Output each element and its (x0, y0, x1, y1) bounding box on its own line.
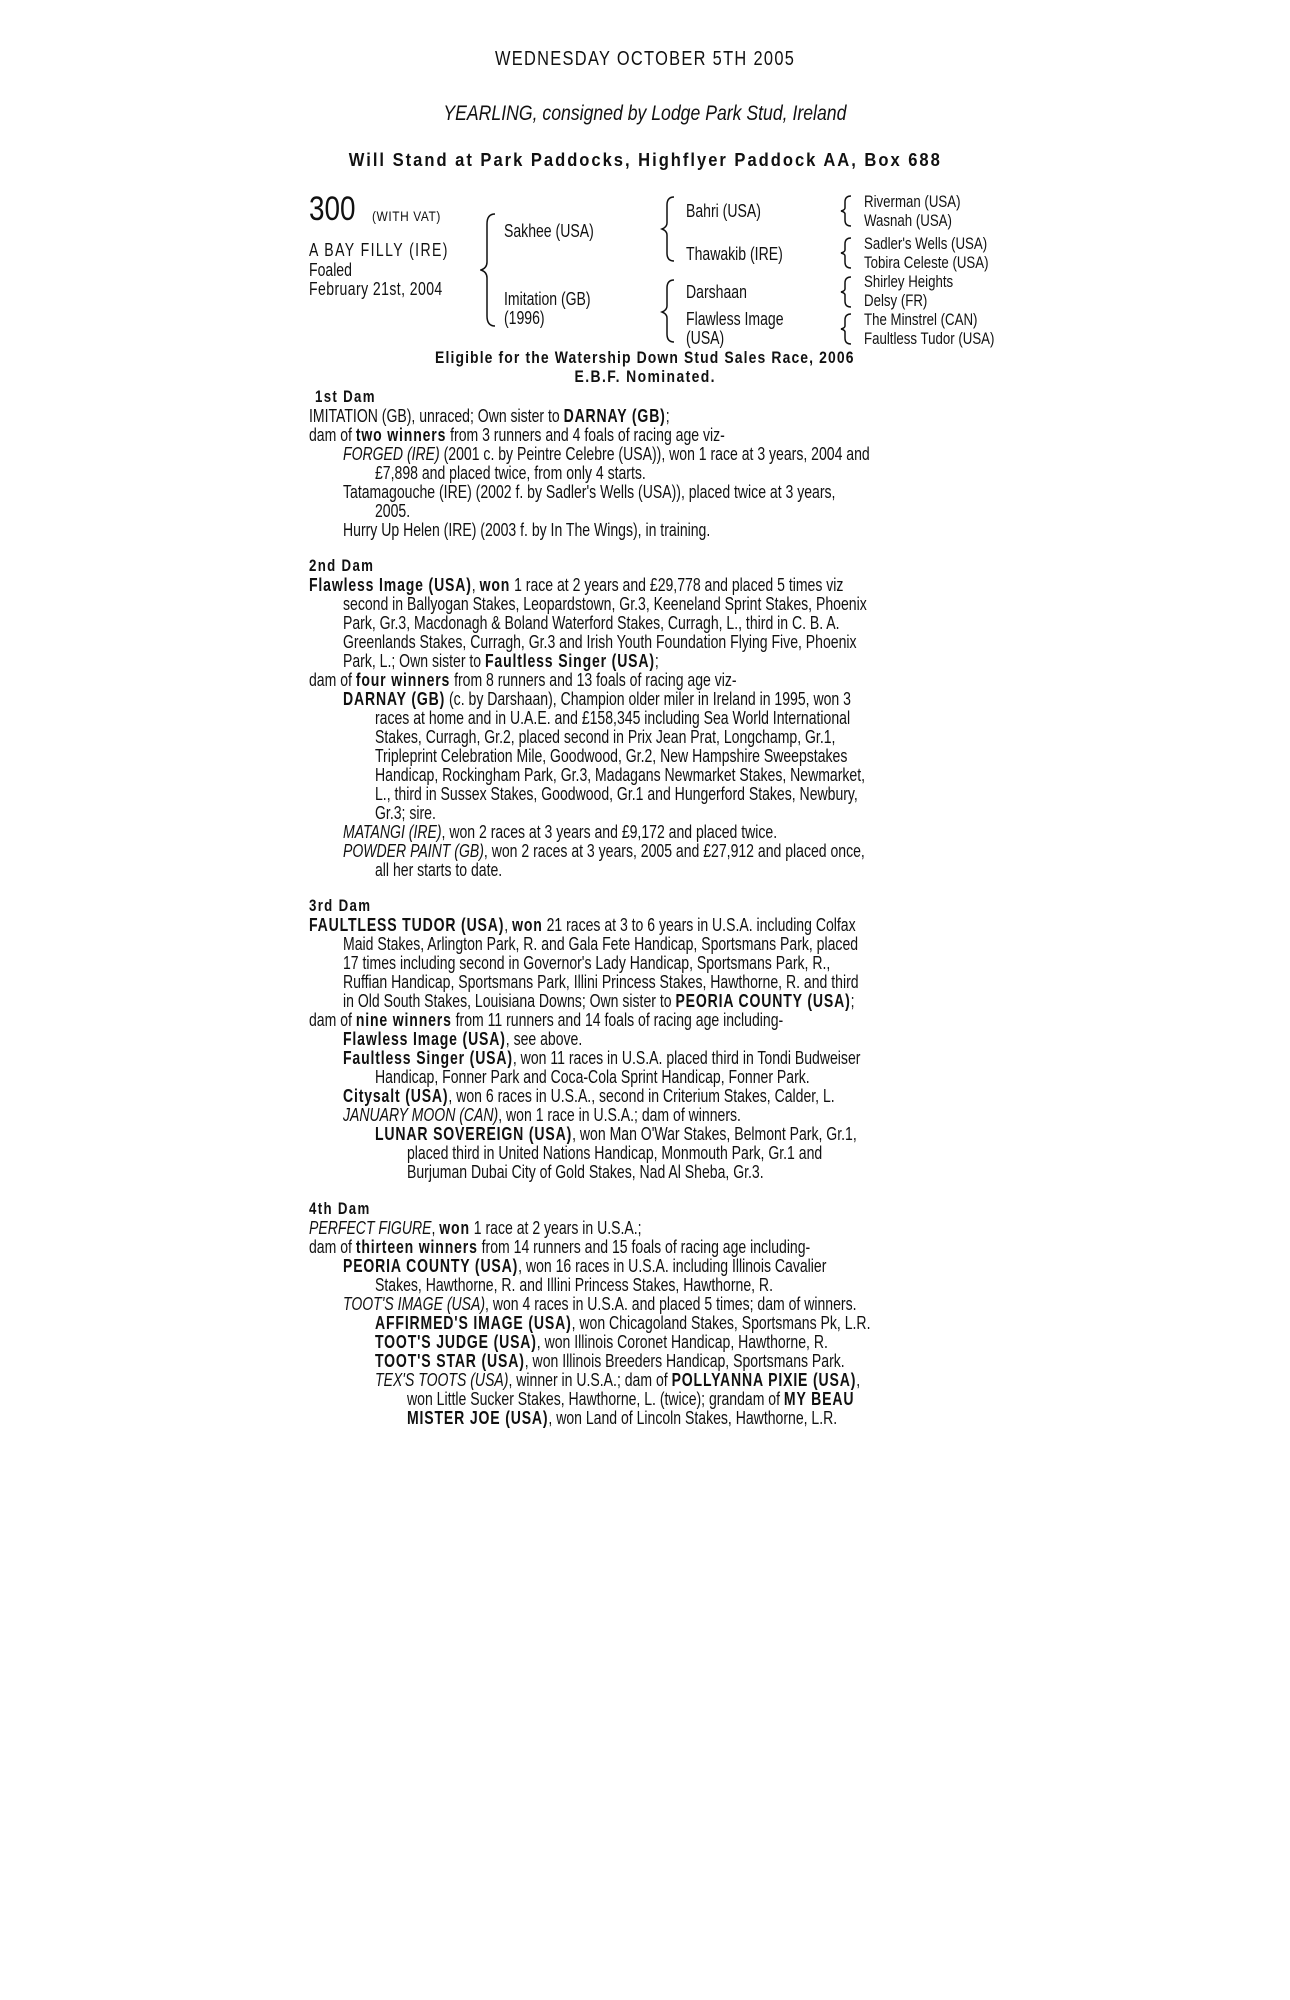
pollyanna-pixie-name: POLLYANNA PIXIE (USA) (671, 1370, 857, 1390)
texs-toots-punct: , (856, 1370, 861, 1390)
pedigree-brace-2 (660, 193, 678, 265)
powder-paint-line-1 (343, 841, 865, 862)
second-dam-heading: 2nd Dam (309, 556, 375, 575)
toots-judge-name: TOOT'S JUDGE (USA) (375, 1332, 537, 1352)
toots-judge-text: , won Illinois Coronet Handicap, Hawthorne, R. (536, 1332, 828, 1352)
vat-note: (WITH VAT) (372, 208, 441, 224)
second-dam-won: won (479, 575, 511, 595)
pedigree-g6: Delsy (FR) (864, 291, 928, 310)
location-line (0, 150, 1290, 171)
affirmeds-image-name: AFFIRMED'S IMAGE (USA) (375, 1313, 572, 1333)
fourth-dam-line-2 (309, 1237, 810, 1258)
first-dam-foal-2-cont: 2005. (375, 501, 411, 521)
first-dam-foal-1-cont: £7,898 and placed twice, from only 4 starts. (375, 463, 646, 483)
darnay-line-5: Handicap, Rockingham Park, Gr.3, Madagans Newmarket Stakes, Newmarket, (375, 765, 866, 785)
first-dam-produce-rest: from 3 runners and 4 foals of racing age viz- (446, 425, 725, 445)
third-dam-produce-prefix: dam of (309, 1010, 356, 1030)
third-dam-sibling: PEORIA COUNTY (USA) (675, 991, 851, 1011)
second-dam-l5-text: Park, L.; Own sister to (343, 651, 486, 671)
lot-number-block (309, 190, 366, 229)
darnay-line-1 (343, 689, 851, 710)
affirmeds-image-text: , won Chicagoland Stakes, Sportsmans Pk, L.R. (571, 1313, 871, 1333)
toots-star-text: , won Illinois Breeders Handicap, Sportsmans Park. (524, 1351, 845, 1371)
second-dam-winner-count: four winners (355, 670, 451, 690)
pedigree-brace-6 (838, 274, 854, 310)
third-dam-produce-rest: from 11 runners and 14 foals of racing age including- (451, 1010, 784, 1030)
peoria-county-line-1 (343, 1256, 826, 1277)
january-moon-name: JANUARY MOON (CAN) (343, 1105, 499, 1125)
first-dam-punct: ; (665, 406, 670, 426)
third-dam-heading: 3rd Dam (309, 896, 372, 915)
third-dam-line-2: Maid Stakes, Arlington Park, R. and Gala Fete Handicap, Sportsmans Park, placed (343, 934, 859, 954)
third-dam-l5-punct: ; (850, 991, 855, 1011)
pedigree-g2: Wasnah (USA) (864, 211, 952, 230)
lunar-sovereign-text: , won Man O'War Stakes, Belmont Park, Gr.1, (572, 1124, 857, 1144)
foal-forged-name: FORGED (IRE) (343, 444, 440, 464)
fourth-dam-name: PERFECT FIGURE (309, 1218, 432, 1238)
matangi-name: MATANGI (IRE) (343, 822, 442, 842)
fourth-dam-line-1 (309, 1218, 642, 1239)
third-dam-won: won (512, 915, 543, 935)
pedigree-dam-dam: Flawless Image (686, 309, 784, 329)
third-dam-line-4: Ruffian Handicap, Sportsmans Park, Illini Princess Stakes, Hawthorne, R. and third (343, 972, 859, 992)
second-dam-line-4: Greenlands Stakes, Curragh, Gr.3 and Irish Youth Foundation Flying Five, Phoenix (343, 632, 857, 652)
second-dam-record: 1 race at 2 years and £29,778 and placed 5 times viz (510, 575, 844, 595)
fourth-dam-record: 1 race at 2 years in U.S.A.; (469, 1218, 642, 1238)
toots-judge-line (375, 1332, 828, 1353)
flawless-image-name: Flawless Image (USA) (343, 1029, 506, 1049)
fourth-dam-winner-count: thirteen winners (355, 1237, 478, 1257)
foaled-date: February 21st, 2004 (309, 279, 443, 299)
january-moon-line (343, 1105, 741, 1126)
my-beau-name: MY BEAU (783, 1389, 855, 1409)
pedigree-brace-5 (838, 235, 854, 271)
flawless-image-text: , see above. (505, 1029, 583, 1049)
third-dam-record: 21 races at 3 to 6 years in U.S.A. including Colfax (542, 915, 856, 935)
lot-number: 300 (309, 190, 356, 228)
toots-image-name: TOOT'S IMAGE (USA) (343, 1294, 486, 1314)
texs-toots-line-3 (407, 1408, 837, 1429)
eligibility-race: Eligible for the Watership Down Stud Sales Race, 2006 (435, 348, 855, 367)
pedigree-g5: Shirley Heights (864, 272, 954, 291)
pedigree-brace-7 (838, 311, 854, 347)
darnay-line-6: L., third in Sussex Stakes, Goodwood, Gr.1 and Hungerford Stakes, Newbury, (375, 784, 858, 804)
texs-toots-line-1 (375, 1370, 860, 1391)
pedigree-g7: The Minstrel (CAN) (864, 310, 978, 329)
third-dam-l5-text: in Old South Stakes, Louisiana Downs; Own sister to (343, 991, 676, 1011)
foal-forged-text: (2001 c. by Peintre Celebre (USA)), won 1 race at 3 years, 2004 and (439, 444, 870, 464)
consignment: YEARLING, consigned by Lodge Park Stud, Ireland (443, 102, 847, 125)
pedigree-g4: Tobira Celeste (USA) (864, 253, 989, 272)
second-dam-line-6 (309, 670, 737, 691)
ebf-nominated: E.B.F. Nominated. (574, 367, 716, 386)
first-dam-foal-1 (343, 444, 870, 465)
fourth-dam-produce-prefix: dam of (309, 1237, 356, 1257)
second-dam-line-1 (309, 575, 843, 596)
vat-note-block (372, 208, 453, 226)
darnay-line-4: Tripleprint Celebration Mile, Goodwood, Gr.2, New Hampshire Sweepstakes (375, 746, 848, 766)
first-dam-text: (GB), unraced; Own sister to (377, 406, 564, 426)
faultless-singer-line-2: Handicap, Fonner Park and Coca-Cola Sprint Handicap, Fonner Park. (375, 1067, 810, 1087)
sale-date-line (0, 48, 1290, 71)
consignment-line (0, 102, 1290, 126)
darnay-line-2: races at home and in U.A.E. and £158,345 including Sea World International (375, 708, 851, 728)
toots-image-text: , won 4 races in U.S.A. and placed 5 times; dam of winners. (485, 1294, 857, 1314)
flawless-image-line (343, 1029, 582, 1050)
first-dam-foal-3: Hurry Up Helen (IRE) (2003 f. by In The Wings), in training. (343, 520, 711, 540)
toots-star-name: TOOT'S STAR (USA) (375, 1351, 525, 1371)
darnay-text: (c. by Darshaan), Champion older miler in Ireland in 1995, won 3 (445, 689, 851, 709)
stand-location: Will Stand at Park Paddocks, Highflyer Paddock AA, Box 688 (348, 150, 942, 170)
citysalt-text: , won 6 races in U.S.A., second in Criterium Stakes, Calder, L. (448, 1086, 835, 1106)
powder-paint-name: POWDER PAINT (GB) (343, 841, 484, 861)
peoria-county-text: , won 16 races in U.S.A. including Illinois Cavalier (518, 1256, 827, 1276)
pedigree-brace-4 (838, 193, 854, 229)
pedigree-g3: Sadler's Wells (USA) (864, 234, 988, 253)
first-dam-heading: 1st Dam (315, 387, 376, 406)
first-dam-name: IMITATION (309, 406, 378, 426)
pedigree-sire-dam: Thawakib (IRE) (686, 244, 783, 264)
second-dam-line-5 (343, 651, 659, 672)
third-dam-comma: , (504, 915, 513, 935)
powder-paint-text: , won 2 races at 3 years, 2005 and £27,912 and placed once, (483, 841, 865, 861)
third-dam-name: FAULTLESS TUDOR (USA) (309, 915, 505, 935)
pollyanna-pixie-text: won Little Sucker Stakes, Hawthorne, L. (twice); grandam of (407, 1389, 784, 1409)
sale-date: WEDNESDAY OCTOBER 5TH 2005 (494, 48, 796, 70)
pedigree-dam-year: (1996) (504, 308, 545, 328)
pedigree-g1: Riverman (USA) (864, 192, 961, 211)
fourth-dam-won: won (439, 1218, 470, 1238)
darnay-name: DARNAY (GB) (343, 689, 446, 709)
lunar-sovereign-line-2: placed third in United Nations Handicap, Monmouth Park, Gr.1 and (407, 1143, 823, 1163)
eligibility-line-1 (0, 348, 1290, 368)
third-dam-line-6 (309, 1010, 783, 1031)
texs-toots-text: , winner in U.S.A.; dam of (508, 1370, 672, 1390)
texs-toots-line-2 (407, 1389, 854, 1410)
second-dam-name: Flawless Image (USA) (309, 575, 472, 595)
foaled-label: Foaled (309, 260, 352, 280)
matangi-line (343, 822, 777, 843)
first-dam-sibling: DARNAY (GB) (563, 406, 666, 426)
faultless-singer-line-1 (343, 1048, 860, 1069)
third-dam-winner-count: nine winners (355, 1010, 452, 1030)
citysalt-line (343, 1086, 835, 1107)
pedigree-dam-sire: Darshaan (686, 282, 747, 302)
third-dam-line-1 (309, 915, 856, 936)
darnay-line-7: Gr.3; sire. (375, 803, 436, 823)
citysalt-name: Citysalt (USA) (343, 1086, 449, 1106)
texs-toots-name: TEX'S TOOTS (USA) (375, 1370, 509, 1390)
lunar-sovereign-line-1 (375, 1124, 857, 1145)
fourth-dam-comma: , (431, 1218, 440, 1238)
mister-joe-text: , won Land of Lincoln Stakes, Hawthorne, L.R. (548, 1408, 838, 1428)
third-dam-line-3: 17 times including second in Governor's Lady Handicap, Sportsmans Park, R., (343, 953, 831, 973)
pedigree-sire-sire: Bahri (USA) (686, 201, 761, 221)
lot-description: A BAY FILLY (IRE) (309, 240, 449, 260)
pedigree-dam: Imitation (GB) (504, 289, 591, 309)
lunar-sovereign-line-3: Burjuman Dubai City of Gold Stakes, Nad Al Sheba, Gr.3. (407, 1162, 764, 1182)
toots-star-line (375, 1351, 845, 1372)
third-dam-line-5 (343, 991, 855, 1012)
fourth-dam-produce-rest: from 14 runners and 15 foals of racing age including- (477, 1237, 811, 1257)
pedigree-brace-1 (480, 210, 500, 330)
lunar-sovereign-name: LUNAR SOVEREIGN (USA) (375, 1124, 573, 1144)
january-moon-text: , won 1 race in U.S.A.; dam of winners. (498, 1105, 741, 1125)
faultless-singer-name: Faultless Singer (USA) (343, 1048, 513, 1068)
pedigree-g8: Faultless Tudor (USA) (864, 329, 995, 348)
mister-joe-name: MISTER JOE (USA) (407, 1408, 549, 1428)
eligibility-line-2 (0, 367, 1290, 387)
first-dam-foal-2: Tatamagouche (IRE) (2002 f. by Sadler's Wells (USA)), placed twice at 3 years, (343, 482, 836, 502)
second-dam-produce-prefix: dam of (309, 670, 356, 690)
second-dam-comma: , (471, 575, 480, 595)
first-dam-winner-count: two winners (355, 425, 447, 445)
affirmeds-image-line (375, 1313, 870, 1334)
second-dam-line-2: second in Ballyogan Stakes, Leopardstown, Gr.3, Keeneland Sprint Stakes, Phoenix (343, 594, 867, 614)
second-dam-line-3: Park, Gr.3, Macdonagh & Boland Waterford Stakes, Curragh, L., third in C. B. A. (343, 613, 840, 633)
pedigree-brace-3 (660, 276, 678, 346)
peoria-county-name: PEORIA COUNTY (USA) (343, 1256, 519, 1276)
second-dam-produce-rest: from 8 runners and 13 foals of racing age viz- (450, 670, 737, 690)
peoria-county-line-2: Stakes, Hawthorne, R. and Illini Princess Stakes, Hawthorne, R. (375, 1275, 773, 1295)
powder-paint-line-2: all her starts to date. (375, 860, 503, 880)
matangi-text: , won 2 races at 3 years and £9,172 and placed twice. (441, 822, 778, 842)
first-dam-line-2 (309, 425, 725, 446)
faultless-singer-text: , won 11 races in U.S.A. placed third in Tondi Budweiser (512, 1048, 861, 1068)
first-dam-line-1 (309, 406, 670, 427)
second-dam-l5-punct: ; (654, 651, 659, 671)
toots-image-line (343, 1294, 857, 1315)
pedigree-sire: Sakhee (USA) (504, 221, 594, 241)
first-dam-produce-prefix: dam of (309, 425, 356, 445)
second-dam-sibling: Faultless Singer (USA) (485, 651, 655, 671)
pedigree-dam-dam-country: (USA) (686, 328, 725, 348)
darnay-line-3: Stakes, Curragh, Gr.2, placed second in Prix Jean Prat, Longchamp, Gr.1, (375, 727, 836, 747)
fourth-dam-heading: 4th Dam (309, 1199, 371, 1218)
